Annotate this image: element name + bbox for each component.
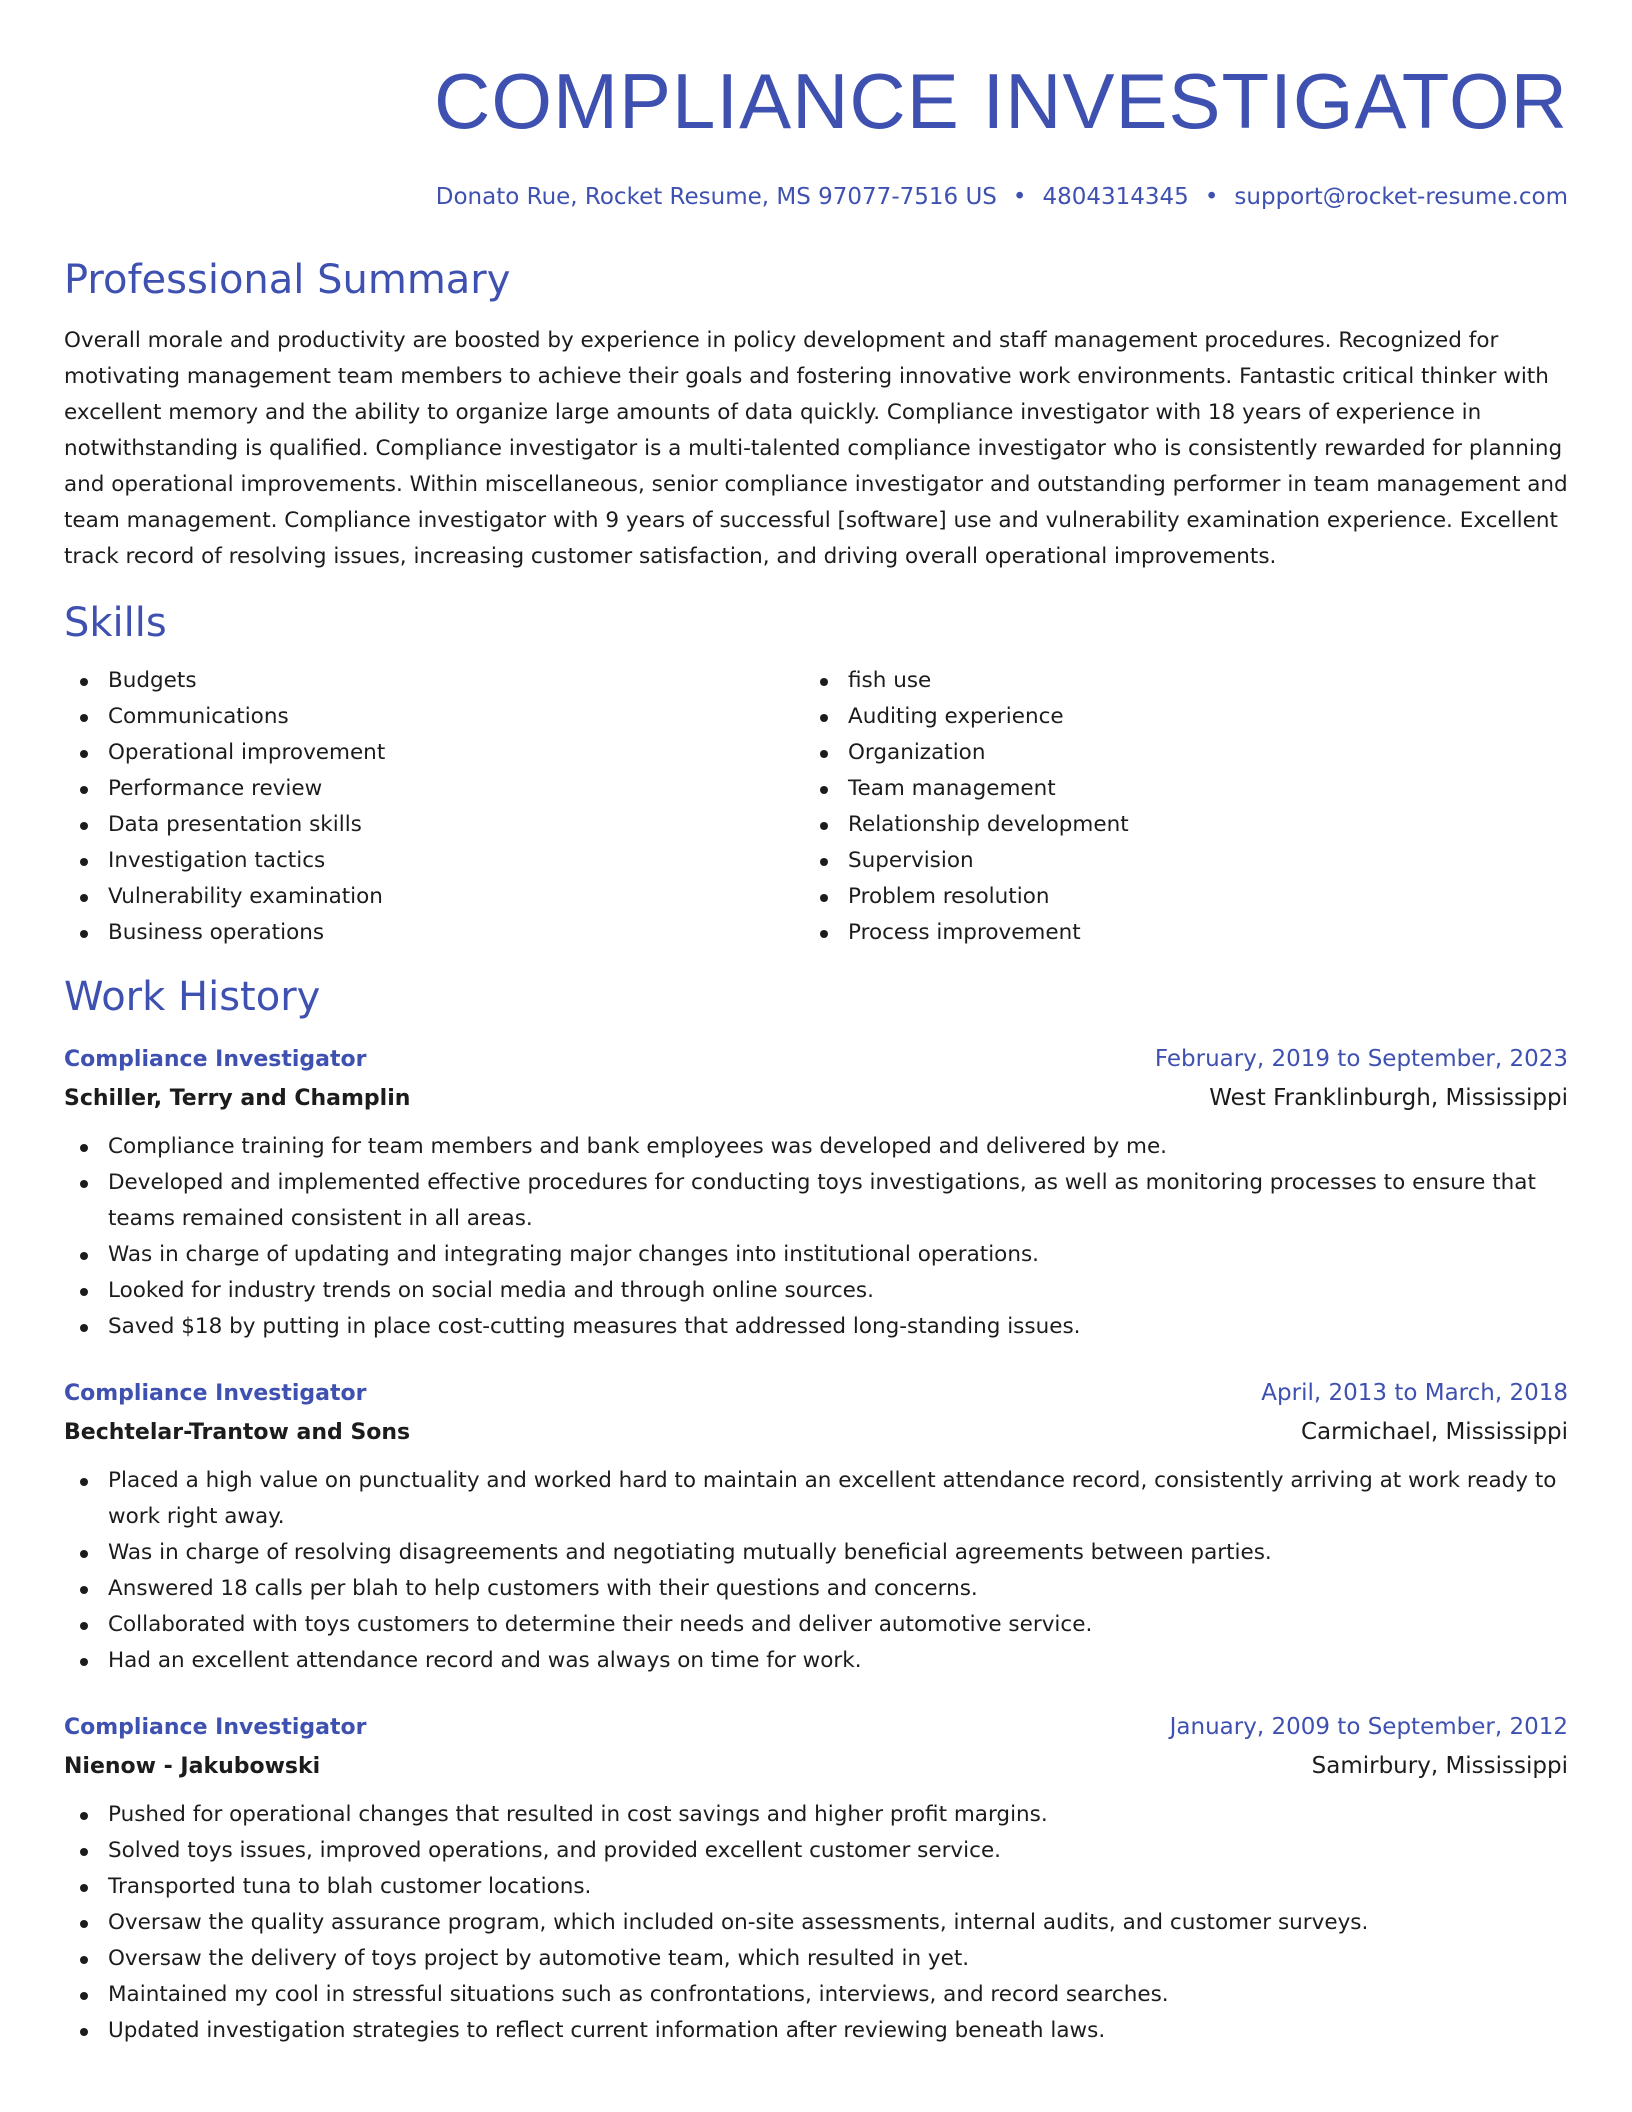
skill-item: Budgets bbox=[64, 663, 804, 699]
job-bullet: Answered 18 calls per blah to help customers with their questions and concerns. bbox=[64, 1571, 1568, 1607]
skill-item: Team management bbox=[804, 771, 1544, 807]
skill-item: Operational improvement bbox=[64, 735, 804, 771]
job-company: Bechtelar-Trantow and Sons bbox=[64, 1420, 411, 1445]
job-entry bbox=[64, 1375, 1568, 1679]
job-bullets bbox=[64, 1797, 1568, 2049]
job-location: Samirbury, Mississippi bbox=[1311, 1753, 1568, 1779]
job-bullets bbox=[64, 1129, 1568, 1345]
job-bullet: Placed a high value on punctuality and worked hard to maintain an excellent attendance record, consistently arriving at work ready to work right away. bbox=[64, 1463, 1568, 1535]
skill-item: fish use bbox=[804, 663, 1544, 699]
skill-item: Investigation tactics bbox=[64, 843, 804, 879]
contact-phone: 4804314345 bbox=[1042, 184, 1189, 210]
skill-item: Vulnerability examination bbox=[64, 879, 804, 915]
job-bullet: Collaborated with toys customers to determine their needs and deliver automotive service. bbox=[64, 1607, 1568, 1643]
contact-line bbox=[64, 182, 1568, 212]
skill-item: Relationship development bbox=[804, 807, 1544, 843]
resume-title: COMPLIANCE INVESTIGATOR bbox=[434, 57, 1568, 145]
job-bullet: Saved $18 by putting in place cost-cutting measures that addressed long-standing issues. bbox=[64, 1309, 1568, 1345]
job-bullet: Transported tuna to blah customer locations. bbox=[64, 1869, 1568, 1905]
skills-column-left bbox=[64, 663, 804, 951]
skills-list bbox=[64, 663, 1568, 951]
job-dates: April, 2013 to March, 2018 bbox=[1261, 1380, 1568, 1406]
skills-heading: Skills bbox=[64, 600, 167, 646]
skill-item: Business operations bbox=[64, 915, 804, 951]
job-bullet: Was in charge of resolving disagreements and negotiating mutually beneficial agreements between parties. bbox=[64, 1535, 1568, 1571]
job-bullet: Looked for industry trends on social media and through online sources. bbox=[64, 1273, 1568, 1309]
job-bullet: Oversaw the delivery of toys project by automotive team, which resulted in yet. bbox=[64, 1941, 1568, 1977]
job-bullet: Updated investigation strategies to reflect current information after reviewing beneath laws. bbox=[64, 2013, 1568, 2049]
job-company: Nienow - Jakubowski bbox=[64, 1754, 321, 1779]
summary-text: Overall morale and productivity are boosted by experience in policy development and staff management procedures. Recognized for motivating management team members to achieve their goals and fostering innovative work environments. Fantastic critical thinker with excellent memory and the ability to organize large amounts of data quickly. Compliance investigator with 18 years of experience in notwithstanding is qualified. Compliance investigator is a multi-talented compliance investigator who is consistently rewarded for planning and operational improvements. Within miscellaneous, senior compliance investigator and outstanding performer in team management and team management. Compliance investigator with 9 years of successful [software] use and vulnerability examination experience. Excellent track record of resolving issues, increasing customer satisfaction, and driving overall operational improvements. bbox=[64, 328, 1568, 569]
job-bullet: Pushed for operational changes that resulted in cost savings and higher profit margins. bbox=[64, 1797, 1568, 1833]
skill-item: Performance review bbox=[64, 771, 804, 807]
skill-item: Problem resolution bbox=[804, 879, 1544, 915]
job-entry bbox=[64, 1041, 1568, 1345]
job-location: Carmichael, Mississippi bbox=[1300, 1419, 1568, 1445]
work-history-heading: Work History bbox=[64, 974, 321, 1020]
skill-item: Communications bbox=[64, 699, 804, 735]
job-bullet: Solved toys issues, improved operations, and provided excellent customer service. bbox=[64, 1833, 1568, 1869]
contact-address: Donato Rue, Rocket Resume, MS 97077-7516 US bbox=[435, 184, 997, 210]
contact-separator: • bbox=[1204, 184, 1219, 210]
job-location: West Franklinburgh, Mississippi bbox=[1209, 1085, 1568, 1111]
job-bullets bbox=[64, 1463, 1568, 1679]
skills-column-right bbox=[804, 663, 1544, 951]
job-entry bbox=[64, 1709, 1568, 2049]
skill-item: Process improvement bbox=[804, 915, 1544, 951]
job-bullet: Compliance training for team members and bank employees was developed and delivered by me. bbox=[64, 1129, 1568, 1165]
job-dates: February, 2019 to September, 2023 bbox=[1154, 1046, 1568, 1072]
job-bullet: Oversaw the quality assurance program, which included on-site assessments, internal audits, and customer surveys. bbox=[64, 1905, 1568, 1941]
skill-item: Data presentation skills bbox=[64, 807, 804, 843]
summary-heading: Professional Summary bbox=[64, 257, 511, 303]
skill-item: Auditing experience bbox=[804, 699, 1544, 735]
job-bullet: Was in charge of updating and integrating major changes into institutional operations. bbox=[64, 1237, 1568, 1273]
job-bullet: Had an excellent attendance record and was always on time for work. bbox=[64, 1643, 1568, 1679]
job-bullet: Maintained my cool in stressful situations such as confrontations, interviews, and record searches. bbox=[64, 1977, 1568, 2013]
job-dates: January, 2009 to September, 2012 bbox=[1169, 1714, 1568, 1740]
job-title: Compliance Investigator bbox=[64, 1047, 367, 1072]
job-title: Compliance Investigator bbox=[64, 1381, 367, 1406]
skill-item: Supervision bbox=[804, 843, 1544, 879]
job-bullet: Developed and implemented effective procedures for conducting toys investigations, as well as monitoring processes to ensure that teams remained consistent in all areas. bbox=[64, 1165, 1568, 1237]
job-company: Schiller, Terry and Champlin bbox=[64, 1086, 411, 1111]
skill-item: Organization bbox=[804, 735, 1544, 771]
contact-separator: • bbox=[1012, 184, 1027, 210]
job-title: Compliance Investigator bbox=[64, 1715, 367, 1740]
contact-email: support@rocket-resume.com bbox=[1234, 184, 1568, 210]
